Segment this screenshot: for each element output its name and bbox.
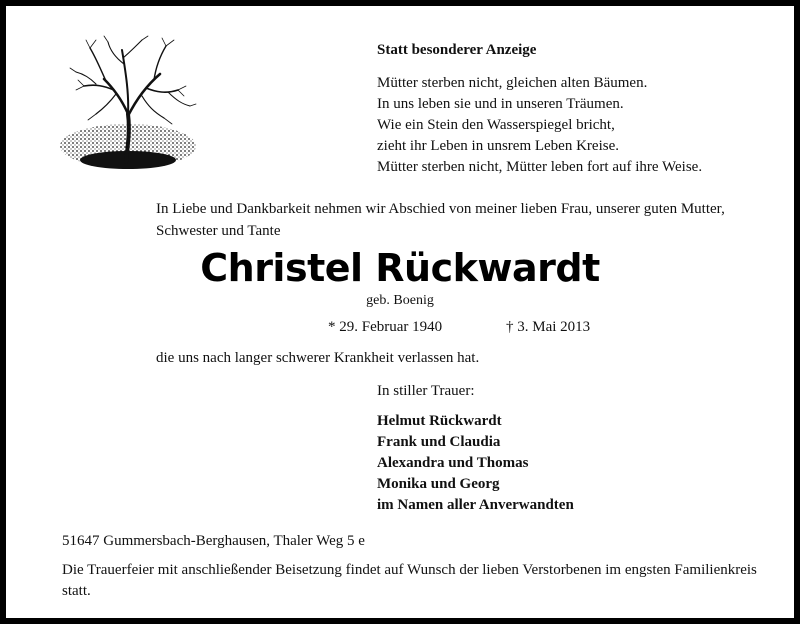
mourner-name: Alexandra und Thomas — [377, 455, 529, 471]
passing-text: die uns nach langer schwerer Krankheit verlassen hat. — [156, 350, 480, 366]
deceased-name: Christel Rückwardt — [200, 246, 600, 290]
mourner-name: Helmut Rückwardt — [377, 413, 502, 429]
mourner-name: Frank und Claudia — [377, 434, 501, 450]
mourner-name: Monika und Georg — [377, 476, 500, 492]
poem-line: Wie ein Stein den Wasserspiegel bricht, — [377, 117, 615, 133]
birth-name: geb. Boenig — [366, 293, 434, 308]
mourners-list — [377, 411, 574, 516]
address: 51647 Gummersbach-Berghausen, Thaler Weg 5 e — [62, 533, 365, 549]
poem-line: In uns leben sie und in unseren Träumen. — [377, 96, 624, 112]
poem-line: zieht ihr Leben in unsrem Leben Kreise. — [377, 138, 619, 154]
poem-line: Mütter sterben nicht, Mütter leben fort auf ihre Weise. — [377, 159, 703, 175]
mourners-label: In stiller Trauer: — [377, 383, 475, 399]
birth-date: * 29. Februar 1940 — [328, 319, 443, 335]
announcement-heading: Statt besonderer Anzeige — [377, 42, 537, 58]
poem-line: Mütter sterben nicht, gleichen alten Bäumen. — [377, 75, 648, 91]
mourner-name: im Namen aller Anverwandten — [377, 497, 574, 513]
poem — [377, 73, 702, 178]
tree-icon — [56, 34, 206, 184]
death-date: † 3. Mai 2013 — [506, 319, 591, 335]
intro-text: In Liebe und Dankbarkeit nehmen wir Abschied von meiner lieben Frau, unserer guten Mutter, Schwester und Tante — [156, 201, 725, 239]
closing-note: Die Trauerfeier mit anschließender Beisetzung findet auf Wunsch der lieben Verstorbenen im engsten Familienkreis statt. — [62, 562, 757, 599]
